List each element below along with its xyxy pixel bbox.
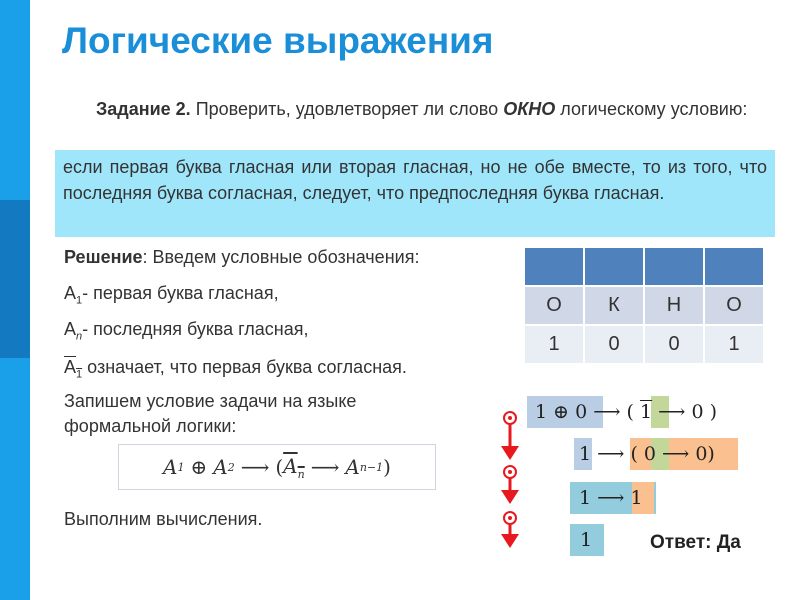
step1-d: 0 — [691, 401, 704, 423]
step3-expression — [579, 482, 643, 514]
step-arrows — [497, 410, 523, 550]
def3-symbol-group — [64, 357, 83, 381]
step1-xor: ⊕ — [553, 401, 570, 423]
letters-table — [523, 246, 765, 365]
task-text-end: логическому условию: — [560, 99, 748, 119]
def1-sub: 1 — [76, 294, 83, 307]
table-header-cell — [645, 248, 703, 285]
formula-a1: A — [163, 455, 178, 479]
table-cell-letter: Н — [645, 287, 703, 324]
formula-an-bar-group — [283, 454, 305, 481]
table-header-cell — [705, 248, 763, 285]
table-cell-letter: К — [585, 287, 643, 324]
table-header-row — [525, 248, 763, 285]
table-row-letters — [525, 287, 763, 324]
step3-a: 1 — [579, 487, 592, 509]
table-header-cell — [525, 248, 583, 285]
formula-an-bar: A — [283, 453, 298, 478]
def2-symbol: А — [64, 319, 77, 339]
task-text: Проверить, удовлетворяет ли слово — [195, 99, 499, 119]
step1-open: ( — [626, 401, 634, 423]
table-row-values — [525, 326, 763, 363]
step3-b: 1 — [630, 487, 643, 509]
formula-arrow-1: ⟶ — [240, 455, 270, 479]
formula-a2: A — [213, 455, 228, 479]
definition-an — [64, 318, 309, 348]
step1-a: 1 — [535, 401, 548, 423]
step1-arrow-2: ⟶ — [658, 401, 686, 423]
def3-symbol: А — [64, 357, 77, 377]
def2-text: - последняя буква гласная, — [82, 319, 309, 339]
task-statement — [64, 97, 764, 121]
step1-arrow: ⟶ — [593, 401, 621, 423]
step1-close: ) — [709, 401, 718, 423]
solution-intro-text: : Введем условные обозначения: — [142, 247, 420, 267]
step4-result: 1 — [580, 529, 593, 551]
table-cell-value: 1 — [705, 326, 763, 363]
table-cell-value: 0 — [585, 326, 643, 363]
formula-paren-open: ( — [275, 455, 284, 479]
formula-an1: A — [345, 455, 360, 479]
step1-c: 1 — [640, 401, 653, 423]
step2-arrow: ⟶ — [597, 443, 625, 465]
compute-line: Выполним вычисления. — [64, 509, 263, 529]
formula-an1-sub: n−1 — [359, 460, 384, 474]
slide-title: Логические выражения — [62, 20, 494, 61]
def1-symbol: А — [64, 283, 77, 303]
down-arrow-icon — [501, 512, 519, 548]
down-arrow-icon — [501, 412, 519, 460]
condition-box: если первая буква гласная или вторая гласная, но не обе вместе, то из того, что последняя буква согласная, следует, что предпоследняя буква гласная. — [55, 150, 775, 237]
table-cell-letter: О — [705, 287, 763, 324]
solution-intro — [64, 246, 419, 268]
step2-open: ( — [630, 443, 638, 465]
step1-expression — [535, 396, 717, 428]
solution-label: Решение — [64, 247, 143, 267]
step2-arrow-2: ⟶ — [662, 443, 690, 465]
step2-expression — [579, 438, 715, 470]
def2-sub: n — [76, 330, 83, 343]
formula-xor: ⊕ — [190, 455, 208, 479]
step2-b: 0 — [643, 443, 656, 465]
table-header-cell — [585, 248, 643, 285]
formula-box — [118, 444, 436, 490]
formula-an-bar-sub: n — [297, 467, 305, 481]
table-cell-value: 1 — [525, 326, 583, 363]
step3-arrow: ⟶ — [597, 487, 625, 509]
def3-sub: 1 — [76, 368, 83, 381]
write-line-2: формальной логики: — [64, 416, 237, 436]
left-accent-bar-segment — [0, 200, 30, 358]
def1-text: - первая буква гласная, — [82, 283, 279, 303]
formula-a2-sub: 2 — [227, 460, 235, 474]
formula-arrow-2: ⟶ — [310, 455, 340, 479]
def3-text: означает, что первая буква согласная. — [82, 357, 407, 377]
down-arrow-icon — [501, 466, 519, 504]
task-label: Задание 2. — [96, 99, 191, 119]
step2-c: 0) — [695, 443, 715, 465]
table-cell-letter: О — [525, 287, 583, 324]
step2-a: 1 — [579, 443, 592, 465]
write-line-1: Запишем условие задачи на языке — [64, 391, 357, 411]
definition-a1 — [64, 282, 279, 312]
definition-not-a1 — [64, 356, 407, 386]
step1-b: 0 — [575, 401, 588, 423]
answer-label: Ответ: Да — [650, 532, 741, 553]
task-word: ОКНО — [503, 99, 556, 119]
formula-a1-sub: 1 — [177, 460, 185, 474]
table-cell-value: 0 — [645, 326, 703, 363]
formula-paren-close: ) — [383, 455, 391, 479]
